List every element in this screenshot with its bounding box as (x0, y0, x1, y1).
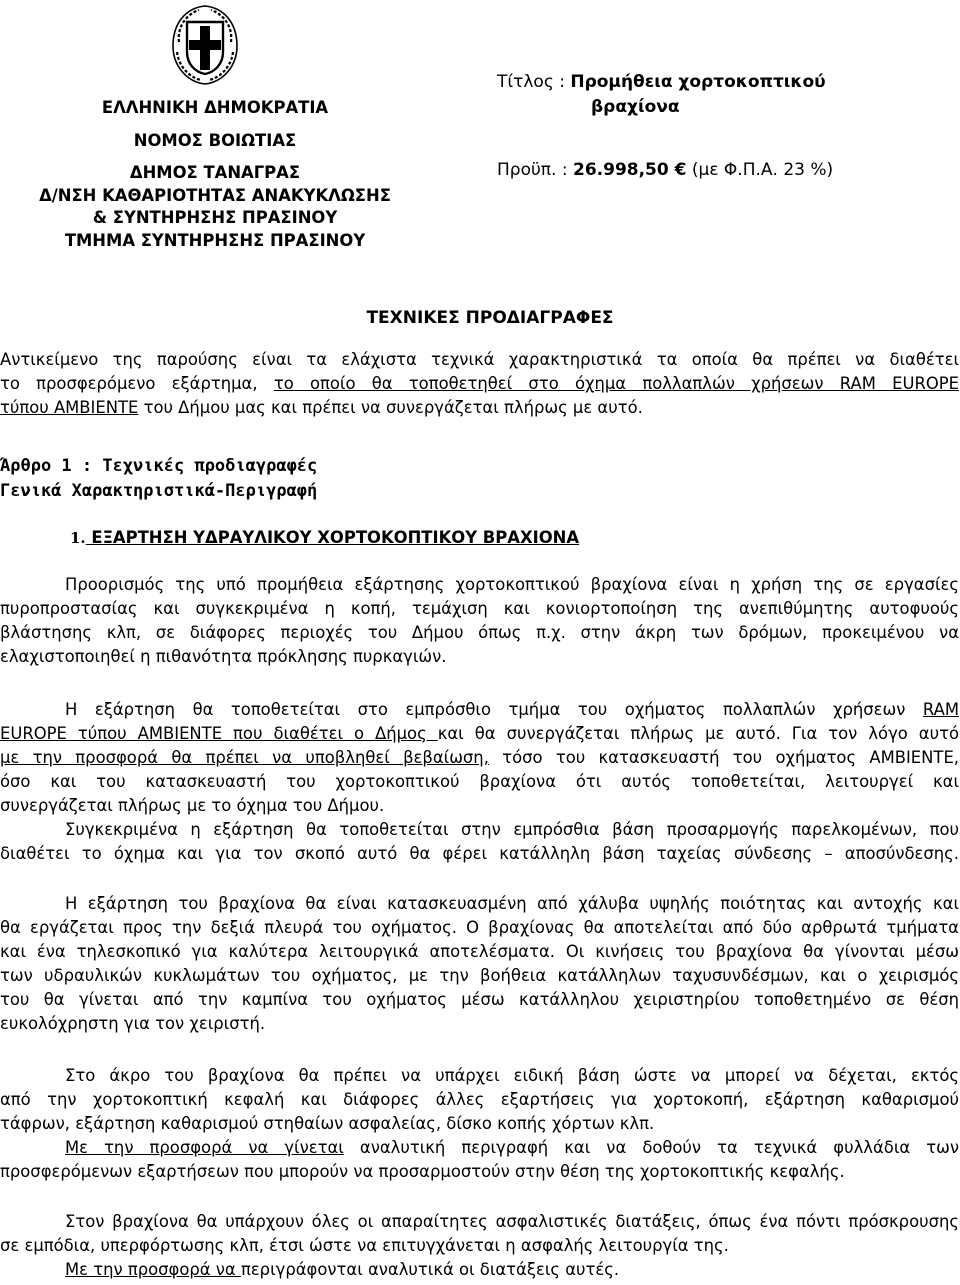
text: και θα συνεργάζεται πλήρως με αυτό. Για τον λόγο αυτό (437, 724, 959, 743)
title-value-cont: βραχίονα (591, 97, 680, 117)
org-line-directorate: Δ/ΝΣΗ ΚΑΘΑΡΙΟΤΗΤΑΣ ΑΝΑΚΥΚΛΩΣΗΣ (39, 185, 391, 205)
text-line: τάφρων, εξάρτηση καθαρισμού στηθαίων ασφαλείας, δίσκο κοπής χόρτων κλπ. (0, 1114, 655, 1133)
text-line: και ένα τηλεσκοπικό για καλύτερα λειτουργικά αποτελέσματα. Οι κινήσεις του βραχίονα θα γίνονται μέσω (0, 942, 959, 961)
text: αναλυτική περιγραφή και να δοθούν τα τεχνικά φυλλάδια των (343, 1138, 959, 1157)
text-line: Προορισμός της υπό προμήθεια εξάρτησης χορτοκοπτικού βραχίονα είναι η χρήση της σε εργασίες (65, 575, 959, 594)
underlined-text: RAM (922, 700, 959, 719)
intro-underlined: τύπου ΑΜΒΙΕΝΤΕ (0, 398, 139, 417)
greek-coat-of-arms-icon (165, 2, 245, 86)
underlined-text: Με την προσφορά να (65, 1260, 241, 1279)
project-info (497, 70, 833, 183)
text-line: Συγκεκριμένα η εξάρτηση θα τοποθετείται στην εμπρόσθια βάση προσαρμογής παρελκομένων, που (65, 820, 959, 839)
intro-underlined: το οποίο θα τοποθετηθεί στο όχημα πολλαπλών χρήσεων RAM EUROPE (273, 374, 959, 393)
intro-paragraph (0, 348, 959, 420)
org-line-prefecture: ΝΟΜΟΣ ΒΟΙΩΤΙΑΣ (133, 130, 297, 150)
budget-value: 26.998,50 (573, 160, 669, 180)
org-line-municipality: ΔΗΜΟΣ ΤΑΝΑΓΡΑΣ (129, 163, 301, 183)
text-line: πυροπροστασίας και συγκεκριμένα η κοπή, τεμάχιση και κονιορτοποίηση της ανεπιθύμητης αυτοφυούς (0, 599, 959, 618)
budget-label: Προϋπ. : (497, 160, 573, 180)
paragraph-construction (0, 892, 959, 1036)
text-line: ευκολόχρηστη για τον χειριστή. (0, 1014, 266, 1033)
budget-row (497, 158, 833, 183)
text-line: Στο άκρο του βραχίονα θα πρέπει να υπάρχει ειδική βάση ώστε να μπορεί να δέχεται, εκτός (65, 1066, 959, 1085)
title-label: Τίτλος : (497, 72, 571, 92)
section-heading (70, 528, 579, 547)
budget-suffix: (με Φ.Π.Α. 23 %) (686, 160, 834, 180)
title-value: Προμήθεια χορτοκοπτικού (570, 72, 826, 92)
underlined-text: Με την προσφορά να γίνεται (65, 1138, 344, 1157)
text-line: συνεργάζεται πλήρως με το όχημα του Δήμου. (0, 796, 385, 815)
paragraph-mounting (0, 698, 959, 866)
article-title: Άρθρο 1 : Τεχνικές προδιαγραφές (0, 456, 318, 476)
text-line: θα εργάζεται προς την δεξιά πλευρά του οχήματος. Ο βραχίονας θα αποτελείται από δύο αρθρωτά τμήματα (0, 918, 959, 937)
org-line-country: ΕΛΛΗΝΙΚΗ ΔΗΜΟΚΡΑΤΙΑ (101, 98, 329, 117)
text-line: ελαχιστοποιηθεί η πιθανότητα πρόκλησης πυρκαγιών. (0, 647, 447, 666)
intro-text: του Δήμου μας και πρέπει να συνεργάζεται πλήρως με αυτό. (138, 398, 643, 417)
org-line-directorate-cont: & ΣΥΝΤΗΡΗΣΗΣ ΠΡΑΣΙΝΟΥ (92, 208, 338, 228)
text-line: διαθέτει το όχημα και για τον σκοπό αυτό θα φέρει κατάλληλη βάση ταχείας σύνδεσης – αποσύνδεσης. (0, 844, 959, 863)
document-title: ΤΕΧΝΙΚΕΣ ΠΡΟΔΙΑΓΡΑΦΕΣ (366, 308, 614, 328)
underlined-text: με την προσφορά θα πρέπει να υποβληθεί βεβαίωση, (0, 748, 489, 767)
article-subtitle: Γενικά Χαρακτηριστικά-Περιγραφή (0, 481, 318, 501)
project-title-row (497, 70, 833, 95)
text-line (0, 698, 959, 722)
intro-line: Αντικείμενο της παρούσης είναι τα ελάχιστα τεχνικά χαρακτηριστικά τα οποία θα πρέπει να διαθέτει (0, 350, 959, 369)
intro-line (0, 396, 959, 420)
text-line (0, 1136, 959, 1160)
text-line (0, 722, 959, 746)
paragraph-attachments (0, 1064, 959, 1184)
article-heading (0, 454, 317, 504)
section-number: 1. (70, 529, 86, 547)
organization-header (0, 97, 430, 253)
text-line: του θα γίνεται από την καμπίνα του οχήματος μέσω κατάλληλου χειριστηρίου τοποθετημένο σε θέση (0, 990, 959, 1009)
text-line: βλάστησης κλπ, σε διάφορες περιοχές του Δήμου όπως π.χ. στην άκρη των δρόμων, προκειμένου να (0, 623, 959, 642)
text-line: Στον βραχίονα θα υπάρχουν όλες οι απαραίτητες ασφαλιστικές διατάξεις, όπως ένα πόντι πρόσκρουσης (65, 1212, 959, 1231)
text: περιγράφονται αναλυτικά οι διατάξεις αυτές. (240, 1260, 620, 1279)
paragraph-safety (0, 1210, 959, 1282)
text: τόσο του κατασκευαστή του οχήματος ΑΜΒΙΕΝΤΕ, (488, 748, 960, 767)
section-title: ΕΞΑΡΤΗΣΗ ΥΔΡΑΥΛΙΚΟΥ ΧΟΡΤΟΚΟΠΤΙΚΟΥ ΒΡΑΧΙΟΝΑ (85, 528, 580, 547)
text-line (0, 746, 959, 770)
text-line: προσφερόμενων εξαρτήσεων που μπορούν να προσαρμοστούν στην θέση της χορτοκοπτικής κεφαλής. (0, 1162, 845, 1181)
text: Η εξάρτηση θα τοποθετείται στο εμπρόσθιο τμήμα του οχήματος πολλαπλών χρήσεων (65, 700, 923, 719)
intro-text: το προσφερόμενο εξάρτημα, (0, 374, 274, 393)
euro-icon: € (668, 160, 687, 180)
text-line (0, 1258, 959, 1282)
paragraph-purpose (0, 573, 959, 669)
text-line: των υδραυλικών κυκλωμάτων του οχήματος, με την βοήθεια κατάλληλων ταχυσυνδέσμων, και ο χειρισμός (0, 966, 959, 985)
text-line: σε εμπόδια, υπερφόρτωσης κλπ, έτσι ώστε να επιτυγχάνεται η ασφαλής λειτουργία της. (0, 1236, 729, 1255)
underlined-text: EUROPE τύπου ΑΜΒΙΕΝΤΕ που διαθέτει ο Δήμος (0, 724, 438, 743)
text-line: όσο και του κατασκευαστή του χορτοκοπτικού βραχίονα ότι αυτός τοποθετείται, λειτουργεί και (0, 772, 959, 791)
intro-line (0, 372, 959, 396)
text-line: Η εξάρτηση του βραχίονα θα είναι κατασκευασμένη από χάλυβα υψηλής ποιότητας και αντοχής και (65, 894, 959, 913)
org-line-department: ΤΜΗΜΑ ΣΥΝΤΗΡΗΣΗΣ ΠΡΑΣΙΝΟΥ (64, 230, 366, 250)
text-line: από την χορτοκοπτική κεφαλή και διάφορες άλλες εξαρτήσεις για χορτοκοπή, εξάρτηση καθαρισμού (0, 1090, 959, 1109)
